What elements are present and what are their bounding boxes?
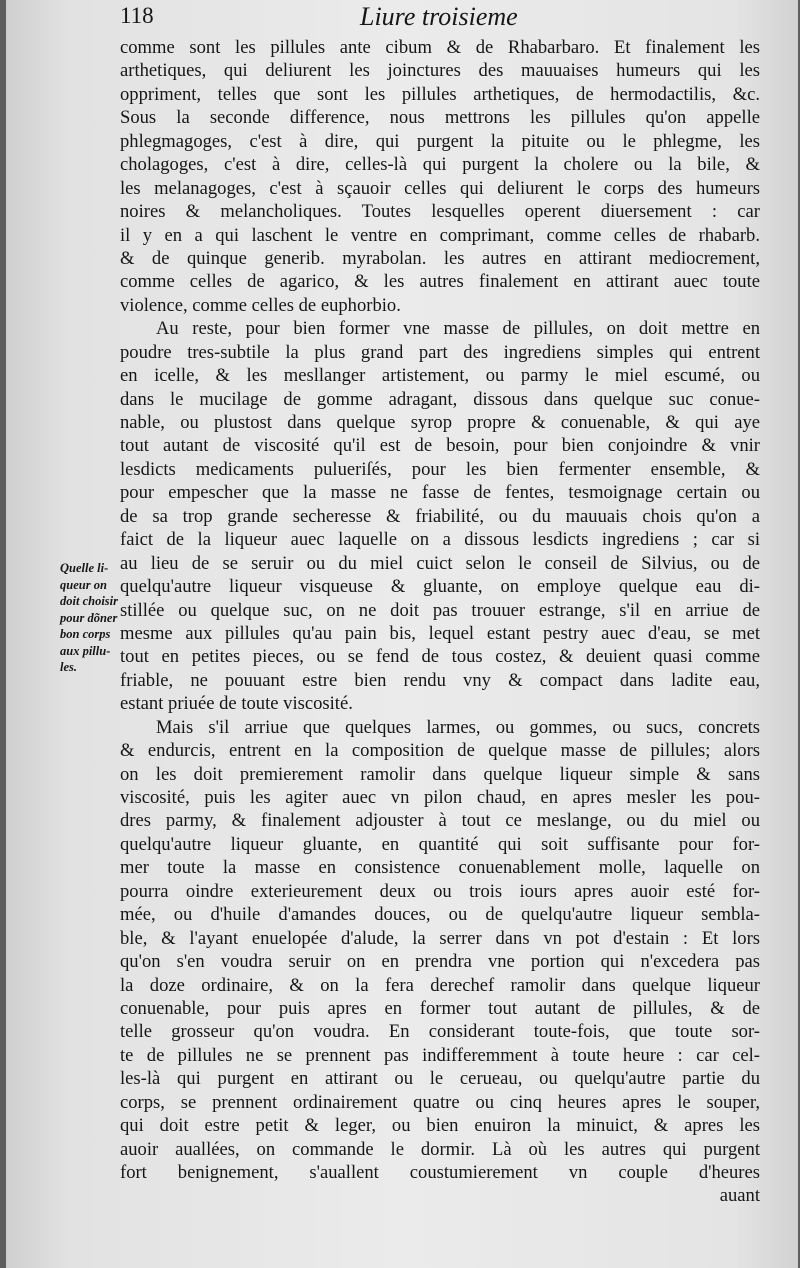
text-line: dres parmy, & finalement adjouster à tout ce meslange, ou du miel ou	[120, 810, 760, 832]
text-line: cholagoges, c'est à dire, celles-là qui purgent la cholere ou la bile, &	[120, 154, 760, 176]
text-line: phlegmagoges, c'est à dire, qui purgent la pituite ou le phlegme, les	[120, 130, 760, 152]
text-line: Mais s'il arriue que quelques larmes, ou gommes, ou sucs, concrets	[156, 716, 760, 738]
text-line: les melanagoges, c'est à sçauoir celles qui deliurent le corps des humeurs	[120, 177, 760, 199]
text-line: & de quinque generib. myrabolan. les autres en attirant mediocrement,	[120, 247, 760, 269]
text-line: tout autant de viscosité qu'il est de besoin, pour bien conjoindre & vnir	[120, 435, 760, 457]
page-header	[120, 3, 760, 33]
running-title: Liure troisieme	[360, 2, 518, 31]
text-line: & endurcis, entrent en la composition de quelque masse de pillules; alors	[120, 740, 760, 762]
text-line: viscosité, puis les agiter auec vn pilon chaud, en apres mesler les pou-	[120, 787, 760, 808]
text-line: oppriment, telles que sont les pillules arthetiques, de hermodactilis, &c.	[120, 83, 760, 105]
page-number: 118	[120, 3, 154, 28]
text-line: on les doit premierement ramolir dans quelque liqueur simple & sans	[120, 763, 760, 785]
text-line: nable, ou plustost dans quelque syrop propre & conuenable, & qui aye	[120, 412, 760, 433]
text-line: conuenable, pour puis apres en former tout autant de pillules, & de	[120, 997, 760, 1019]
text-line: estant priuée de toute viscosité.	[120, 693, 353, 715]
margin-note-line: doit choisir	[60, 594, 118, 608]
body-text	[120, 36, 760, 1208]
text-line: tout en petites pieces, ou se fend de tous costez, & deuient quasi comme	[120, 646, 760, 668]
text-line: fort benignement, s'auallent coustumierement vn couple d'heures	[120, 1162, 760, 1183]
text-line: quelqu'autre liqueur visqueuse & gluante, on employe quelque eau di-	[120, 576, 760, 598]
margin-note-line: Quelle li-	[60, 561, 109, 575]
text-line: lesdicts medicaments pulueriſés, pour les bien fermenter ensemble, &	[120, 458, 760, 480]
text-line: corps, se prennent ordinairement quatre ou cinq heures apres le souper,	[120, 1091, 760, 1113]
text-line: auoir auallées, on commande le dormir. Là où les autres qui purgent	[120, 1138, 760, 1160]
text-line: mesme aux pillules qu'au pain bis, lequel estant pestry auec d'eau, se met	[120, 622, 760, 644]
text-line: comme celles de agarico, & les autres finalement en attirant auec toute	[120, 271, 760, 293]
text-line: stillée ou quelque suc, on ne doit pas trouuer estrange, s'il en arriue de	[120, 599, 760, 621]
text-line: poudre tres-subtile la plus grand part des ingrediens simples qui entrent	[120, 341, 760, 363]
text-line: mer toute la masse en consistence conuenablement molle, laquelle on	[120, 857, 760, 879]
text-line: pourra oindre exterieurement deux ou trois iours apres auoir esté for-	[120, 880, 760, 902]
text-line: Sous la seconde difference, nous mettrons les pillules qu'on appelle	[120, 107, 760, 129]
text-line: te de pillules ne se prennent pas indifferemment à toute heure : car cel-	[120, 1044, 760, 1066]
margin-note-line: pour dõner	[60, 610, 118, 625]
text-line: qu'on s'en voudra seruir on en prendra vne portion qui n'excedera pas	[120, 951, 760, 973]
text-line: ble, & l'ayant enuelopée d'alude, la serrer dans vn pot d'estain : Et lors	[120, 927, 760, 949]
text-line: les-là qui purgent en attirant ou le cerueau, ou quelqu'autre partie du	[120, 1068, 760, 1090]
margin-note-line: bon corps	[60, 627, 111, 641]
text-line: telle grosseur qu'on voudra. En considerant toute-fois, que toute sor-	[120, 1021, 760, 1043]
text-line: dans le mucilage de gomme adragant, dissous dans quelque suc conue-	[120, 388, 760, 410]
text-line: la doze ordinaire, & on la fera derechef ramolir dans quelque liqueur	[120, 974, 760, 996]
text-line: noires & melancholiques. Toutes lesquelles operent diuersement : car	[120, 201, 760, 223]
text-line: il y en a qui laschent le ventre en comprimant, comme celles de rhabarb.	[120, 224, 760, 246]
text-line: violence, comme celles de euphorbio.	[120, 294, 401, 316]
margin-note-line: queur on	[60, 577, 107, 592]
margin-note-line: aux pillu-	[60, 643, 111, 658]
text-line: de sa trop grande secheresse & friabilité, ou du mauuais chois qu'on a	[120, 505, 760, 527]
catchword: auant	[719, 1185, 760, 1207]
text-line: friable, ne pouuant estre bien rendu vny & compact dans ladite eau,	[120, 669, 760, 691]
text-line: en icelle, & les mesllanger artistement, ou parmy le miel escumé, ou	[120, 365, 760, 387]
text-line: quelqu'autre liqueur gluante, en quantité qui soit suffisante pour for-	[120, 833, 760, 855]
margin-note-line: les.	[60, 660, 78, 674]
book-page	[6, 0, 798, 1268]
text-line: comme sont les pillules ante cibum & de Rhabarbaro. Et finalement les	[120, 37, 760, 58]
text-line: pour empescher que la masse ne fasse de fentes, tesmoignage certain ou	[120, 482, 760, 504]
text-line: arthetiques, qui deliurent les joinctures des mauuaises humeurs qui les	[120, 60, 760, 82]
text-line: qui doit estre petit & leger, ou bien enuiron la minuict, & apres les	[120, 1115, 760, 1137]
text-line: faict de la liqueur auec laquelle on a dissous lesdicts ingrediens ; car si	[120, 529, 760, 551]
margin-note	[60, 560, 120, 676]
text-line: Au reste, pour bien former vne masse de pillules, on doit mettre en	[156, 318, 760, 340]
text-line: au lieu de se seruir ou du miel cuict selon le conseil de Silvius, ou de	[120, 552, 760, 574]
text-line: mée, ou d'huile d'amandes douces, ou de quelqu'autre liqueur sembla-	[120, 904, 760, 926]
